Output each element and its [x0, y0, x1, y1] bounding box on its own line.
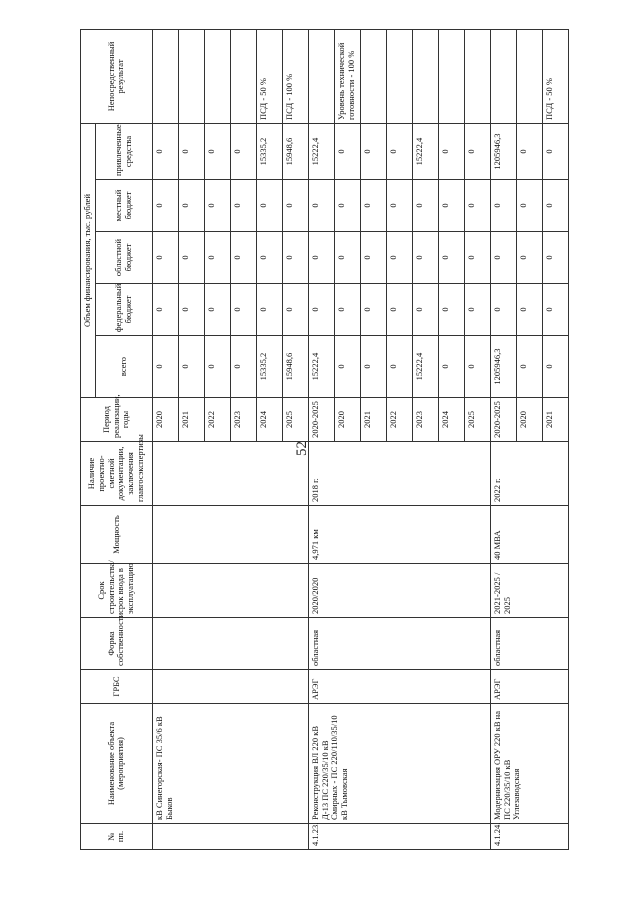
cell-attracted: 0: [464, 123, 490, 179]
cell-total: 0: [230, 336, 256, 398]
header-grbs: ГРБС: [81, 670, 153, 704]
cell-total: 15222,4: [308, 336, 334, 398]
cell-federal: 0: [334, 284, 360, 336]
header-ownership: Форма собственности: [81, 618, 153, 670]
cell-attracted: 15222,4: [412, 123, 438, 179]
cell-total: 0: [386, 336, 412, 398]
cell-local: 0: [464, 180, 490, 232]
cell-year: 2023: [230, 398, 256, 442]
cell-federal: 0: [230, 284, 256, 336]
cell-attracted: 0: [152, 123, 178, 179]
cell-local: 0: [152, 180, 178, 232]
cell-result: [152, 29, 178, 123]
cell-regional: 0: [256, 232, 282, 284]
cell-regional: 0: [308, 232, 334, 284]
cell-year: 2025: [464, 398, 490, 442]
cell-ownership: областная: [308, 618, 490, 670]
header-psd: Наличие проектно-сметной документации, заключения главгосэкспертизы: [81, 442, 153, 506]
cell-attracted: 1205946,3: [490, 123, 516, 179]
table-row: [308, 29, 334, 849]
cell-term: [152, 564, 308, 618]
table-row: [490, 29, 516, 849]
cell-federal: 0: [464, 284, 490, 336]
header-finance: Объем финансирования, тыс. рублей: [81, 123, 96, 397]
cell-local: 0: [360, 180, 386, 232]
cell-num: [152, 824, 308, 850]
cell-num: 4.1.23.: [308, 824, 490, 850]
cell-result: [464, 29, 490, 123]
cell-attracted: 0: [386, 123, 412, 179]
cell-power: 40 МВА: [490, 506, 568, 564]
header-num: № пп.: [81, 824, 153, 850]
cell-total: 15335,2: [256, 336, 282, 398]
cell-regional: 0: [334, 232, 360, 284]
cell-year: 2020-2025: [490, 398, 516, 442]
cell-federal: 0: [152, 284, 178, 336]
cell-power: 4,971 км: [308, 506, 490, 564]
cell-regional: 0: [386, 232, 412, 284]
table-row: [152, 29, 178, 849]
cell-result: [204, 29, 230, 123]
cell-federal: 0: [490, 284, 516, 336]
cell-federal: 0: [360, 284, 386, 336]
cell-result: ПСД - 100 %: [282, 29, 308, 123]
financing-table: [80, 29, 569, 850]
cell-local: 0: [178, 180, 204, 232]
header-period: Период реализации, годы: [81, 398, 153, 442]
cell-local: 0: [230, 180, 256, 232]
cell-total: 0: [438, 336, 464, 398]
cell-attracted: 0: [178, 123, 204, 179]
cell-regional: 0: [490, 232, 516, 284]
cell-federal: 0: [412, 284, 438, 336]
cell-local: 0: [204, 180, 230, 232]
cell-year: 2021: [542, 398, 568, 442]
cell-total: 15948,6: [282, 336, 308, 398]
cell-result: [438, 29, 464, 123]
cell-result: [516, 29, 542, 123]
cell-attracted: 0: [334, 123, 360, 179]
table-body: [152, 29, 568, 849]
cell-year: 2024: [256, 398, 282, 442]
cell-total: 0: [360, 336, 386, 398]
cell-regional: 0: [282, 232, 308, 284]
cell-psd: 2022 г.: [490, 442, 568, 506]
cell-ownership: областная: [490, 618, 568, 670]
cell-federal: 0: [386, 284, 412, 336]
cell-federal: 0: [516, 284, 542, 336]
cell-local: 0: [386, 180, 412, 232]
cell-year: 2025: [282, 398, 308, 442]
cell-psd: 2018 г.: [308, 442, 490, 506]
cell-total: 0: [464, 336, 490, 398]
cell-year: 2024: [438, 398, 464, 442]
cell-local: 0: [282, 180, 308, 232]
cell-result: [230, 29, 256, 123]
cell-regional: 0: [230, 232, 256, 284]
header-power: Мощность: [81, 506, 153, 564]
cell-year: 2020: [334, 398, 360, 442]
cell-num: 4.1.24.: [490, 824, 568, 850]
cell-name: Реконструкция ВЛ 220 кВ Д-13 ПС 220/35/10 кВ Смирных - ПС 220/110/35/10 кВ Тымовская: [308, 704, 490, 824]
cell-federal: 0: [178, 284, 204, 336]
header-federal: федеральный бюджет: [95, 284, 152, 336]
cell-result: [490, 29, 516, 123]
cell-name: Модернизация ОРУ 220 кВ на ПС 220/35/10 кВ Углезаводская: [490, 704, 568, 824]
cell-year: 2022: [386, 398, 412, 442]
cell-total: 0: [516, 336, 542, 398]
cell-year: 2022: [204, 398, 230, 442]
cell-federal: 0: [542, 284, 568, 336]
header-term: Срок строительства/срок ввода в эксплуатацию: [81, 564, 153, 618]
cell-result: ПСД - 50 %: [542, 29, 568, 123]
cell-federal: 0: [438, 284, 464, 336]
cell-local: 0: [516, 180, 542, 232]
cell-attracted: 0: [204, 123, 230, 179]
cell-total: 0: [334, 336, 360, 398]
cell-attracted: 0: [438, 123, 464, 179]
cell-year: 2023: [412, 398, 438, 442]
cell-result: [412, 29, 438, 123]
cell-year: 2020-2025: [308, 398, 334, 442]
cell-local: 0: [412, 180, 438, 232]
cell-term: 2020/2020: [308, 564, 490, 618]
cell-result: Уровень технической готовности - 100 %: [334, 29, 360, 123]
cell-regional: 0: [438, 232, 464, 284]
cell-attracted: 0: [542, 123, 568, 179]
header-local: местный бюджет: [95, 180, 152, 232]
cell-result: [360, 29, 386, 123]
cell-grbs: [152, 670, 308, 704]
cell-total: 0: [542, 336, 568, 398]
cell-year: 2020: [152, 398, 178, 442]
cell-total: 0: [152, 336, 178, 398]
cell-total: 15222,4: [412, 336, 438, 398]
cell-attracted: 0: [230, 123, 256, 179]
cell-regional: 0: [178, 232, 204, 284]
cell-attracted: 15335,2: [256, 123, 282, 179]
cell-term: 2021-2025 / 2025: [490, 564, 568, 618]
cell-attracted: 0: [360, 123, 386, 179]
rotated-sheet: [80, 30, 580, 850]
header-result: Непосредственный результат: [81, 29, 153, 123]
cell-federal: 0: [282, 284, 308, 336]
cell-total: 0: [178, 336, 204, 398]
table-container: [80, 30, 580, 850]
cell-regional: 0: [412, 232, 438, 284]
cell-result: [178, 29, 204, 123]
cell-local: 0: [256, 180, 282, 232]
cell-local: 0: [490, 180, 516, 232]
cell-regional: 0: [360, 232, 386, 284]
cell-year: 2021: [360, 398, 386, 442]
cell-regional: 0: [204, 232, 230, 284]
cell-result: ПСД - 50 %: [256, 29, 282, 123]
cell-psd: [152, 442, 308, 506]
page-number: 52: [294, 441, 310, 456]
cell-result: [308, 29, 334, 123]
cell-grbs: АРЭГ: [490, 670, 568, 704]
cell-local: 0: [438, 180, 464, 232]
cell-grbs: АРЭГ: [308, 670, 490, 704]
header-attracted: привлеченные средства: [95, 123, 152, 179]
cell-local: 0: [334, 180, 360, 232]
header-total: всего: [95, 336, 152, 398]
cell-name: кВ Синегорская- ПС 35/6 кВ Быков: [152, 704, 308, 824]
cell-federal: 0: [204, 284, 230, 336]
cell-regional: 0: [464, 232, 490, 284]
cell-attracted: 15222,4: [308, 123, 334, 179]
cell-year: 2020: [516, 398, 542, 442]
cell-total: 0: [204, 336, 230, 398]
cell-year: 2021: [178, 398, 204, 442]
cell-regional: 0: [542, 232, 568, 284]
header-regional: областной бюджет: [95, 232, 152, 284]
cell-federal: 0: [256, 284, 282, 336]
cell-power: [152, 506, 308, 564]
cell-ownership: [152, 618, 308, 670]
cell-local: 0: [542, 180, 568, 232]
header-row: [81, 29, 96, 849]
cell-result: [386, 29, 412, 123]
cell-regional: 0: [152, 232, 178, 284]
cell-attracted: 15948,6: [282, 123, 308, 179]
header-name: Наименование объекта (мероприятия): [81, 704, 153, 824]
cell-regional: 0: [516, 232, 542, 284]
cell-attracted: 0: [516, 123, 542, 179]
cell-federal: 0: [308, 284, 334, 336]
cell-local: 0: [308, 180, 334, 232]
cell-total: 1205946,3: [490, 336, 516, 398]
